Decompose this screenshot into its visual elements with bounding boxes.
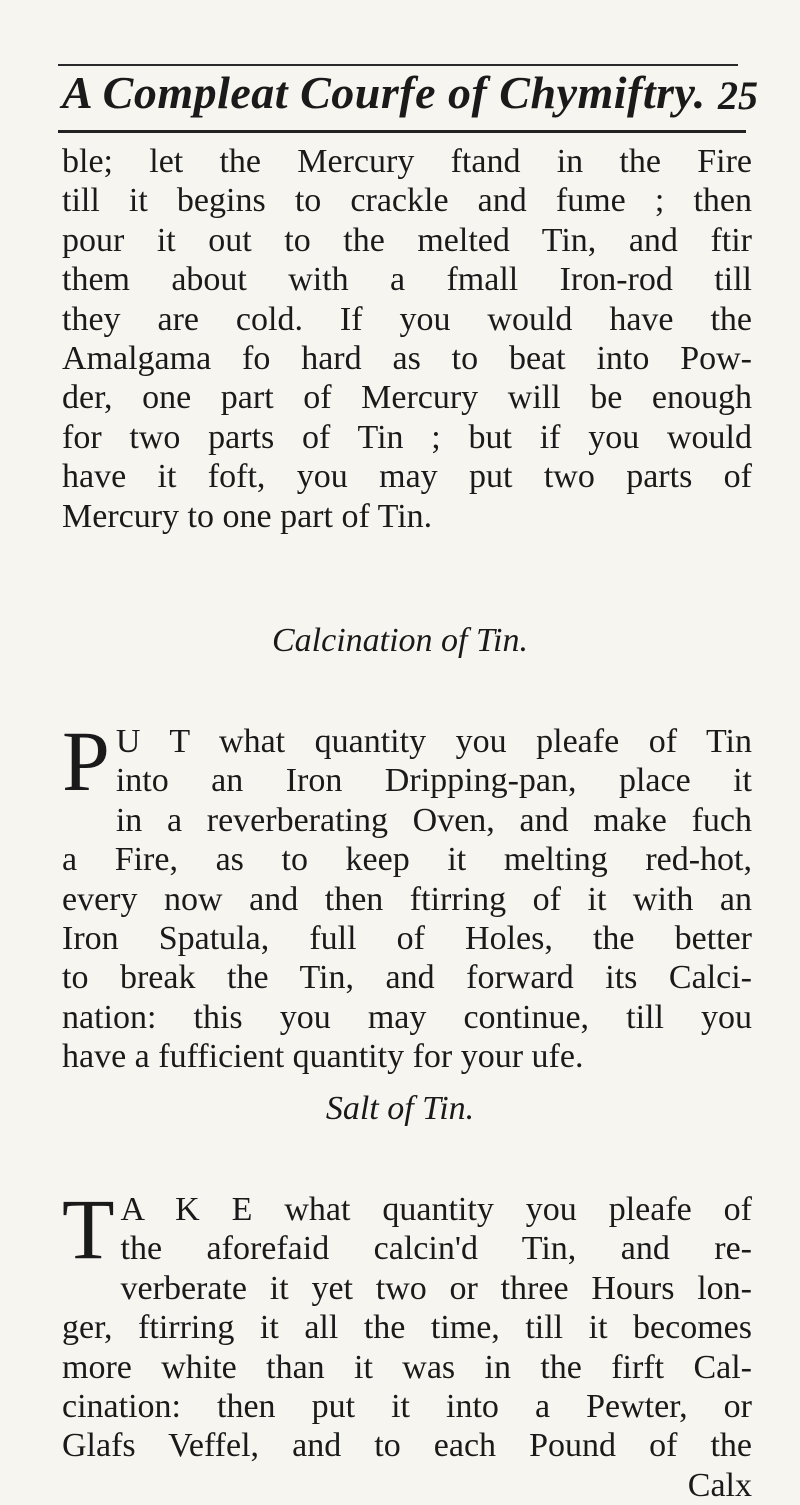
text-line: U T what quantity you pleafe of Tin bbox=[115, 723, 752, 760]
text-line: have it foft, you may put two parts of bbox=[62, 458, 752, 496]
text-line: Iron Spatula, full of Holes, the better bbox=[62, 920, 752, 958]
text-line: verberate it yet two or three Hours lon- bbox=[120, 1269, 752, 1307]
drop-cap: P bbox=[62, 713, 110, 809]
text-line: to break the Tin, and forward its Calci- bbox=[62, 959, 752, 997]
text-line: in a reverberating Oven, and make fuch bbox=[115, 801, 752, 839]
text-line: ger, ftirring it all the time, till it becomes bbox=[62, 1309, 752, 1347]
text-line: have a fufficient quantity for your ufe. bbox=[62, 1038, 584, 1076]
text-line: Amalgama fo hard as to beat into Pow- bbox=[62, 340, 752, 378]
section-heading-calcination: Calcination of Tin. bbox=[272, 622, 528, 659]
text-line: der, one part of Mercury will be enough bbox=[62, 379, 752, 417]
drop-cap: T bbox=[62, 1181, 115, 1277]
paragraph-calcination bbox=[62, 713, 752, 1077]
text-line: ble; let the Mercury ftand in the Fire bbox=[62, 143, 752, 180]
text-line: a Fire, as to keep it melting red-hot, bbox=[62, 841, 752, 879]
text-line: them about with a fmall Iron-rod till bbox=[62, 261, 752, 299]
text-line: for two parts of Tin ; but if you would bbox=[62, 418, 752, 456]
text-line: every now and then ftirring of it with an bbox=[62, 880, 752, 918]
text-line: Mercury to one part of Tin. bbox=[62, 497, 433, 535]
text-line: the aforefaid calcin'd Tin, and re- bbox=[120, 1230, 752, 1268]
text-line: pour it out to the melted Tin, and ftir bbox=[62, 221, 752, 259]
text-line: till it begins to crackle and fume ; then bbox=[62, 182, 752, 220]
header-rule bbox=[58, 130, 746, 133]
text-line: into an Iron Dripping-pan, place it bbox=[115, 762, 752, 800]
text-line: more white than it was in the firft Cal- bbox=[62, 1348, 752, 1386]
paragraph-amalgama bbox=[62, 142, 752, 536]
paragraph-salt bbox=[62, 1181, 752, 1505]
running-head: A Compleat Courfe of Chymiftry. bbox=[62, 67, 706, 118]
catchword: Calx bbox=[687, 1466, 752, 1504]
text-line: nation: this you may continue, till you bbox=[62, 998, 752, 1036]
text-line: A K E what quantity you pleafe of bbox=[120, 1191, 752, 1228]
text-line: they are cold. If you would have the bbox=[62, 300, 752, 338]
section-heading-salt: Salt of Tin. bbox=[325, 1090, 475, 1127]
text-line: Glafs Veffel, and to each Pound of the bbox=[62, 1427, 752, 1465]
text-line: cination: then put it into a Pewter, or bbox=[62, 1388, 752, 1426]
page-number: 25 bbox=[718, 73, 758, 118]
